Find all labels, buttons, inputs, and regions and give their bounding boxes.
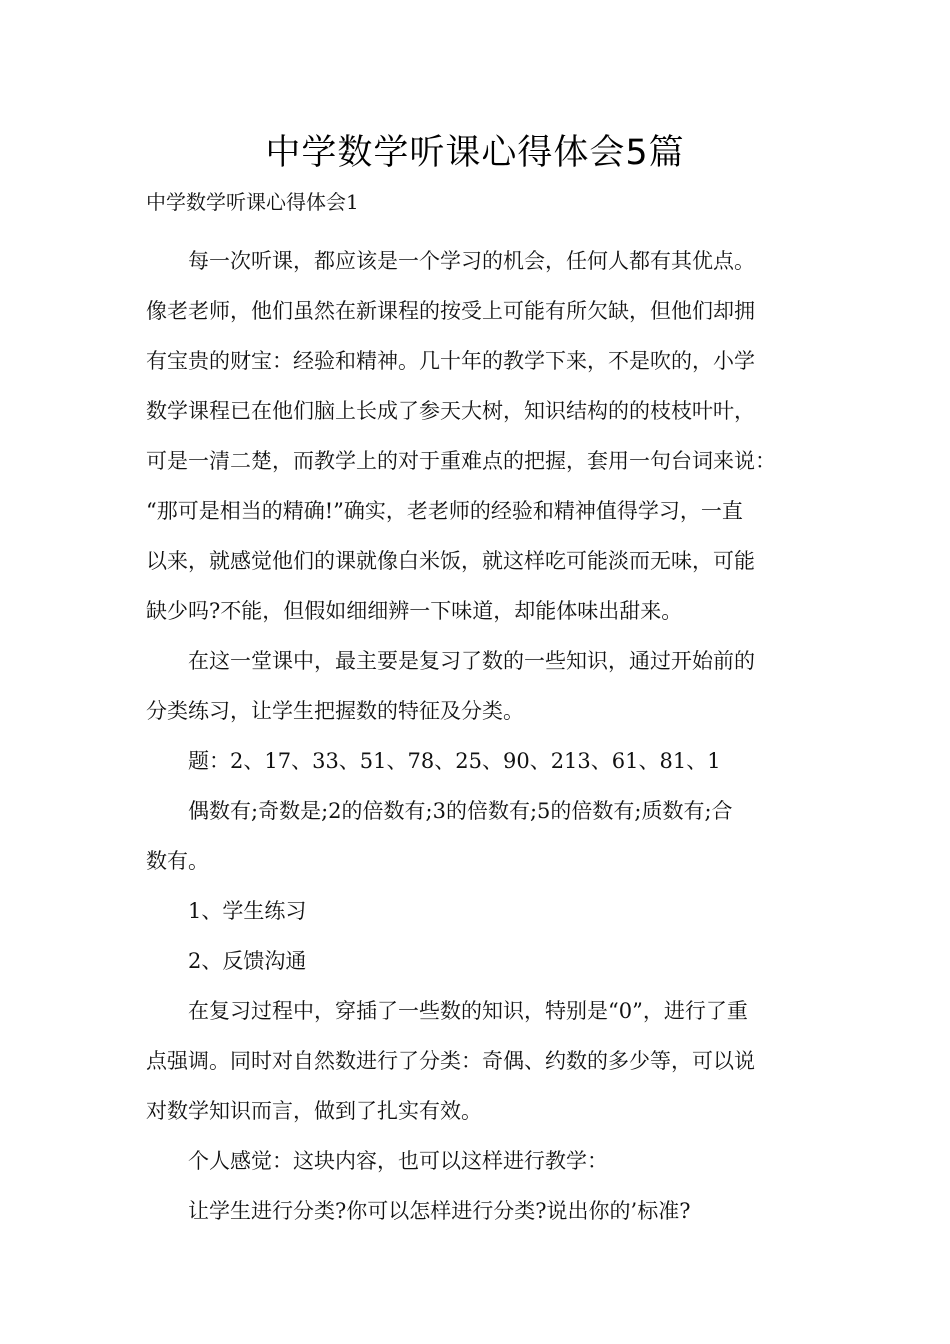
paragraph-line: 对数学知识而言，做到了扎实有效。 bbox=[146, 1099, 482, 1123]
paragraph-line: 像老老师，他们虽然在新课程的按受上可能有所欠缺，但他们却拥 bbox=[146, 299, 755, 323]
paragraph bbox=[146, 1136, 826, 1186]
paragraph-line: 点强调。同时对自然数进行了分类：奇偶、约数的多少等，可以说 bbox=[146, 1049, 755, 1073]
paragraph bbox=[146, 786, 826, 886]
list-item bbox=[146, 886, 826, 936]
paragraph-line: 在复习过程中，穿插了一些数的知识，特别是“0”，进行了重 bbox=[188, 999, 748, 1023]
paragraph-line: 有宝贵的财宝：经验和精神。几十年的教学下来，不是吹的，小学 bbox=[146, 349, 755, 373]
paragraph-line: 题：2、17、33、51、78、25、90、213、61、81、1 bbox=[188, 749, 721, 773]
paragraph bbox=[146, 236, 826, 636]
list-item bbox=[146, 936, 826, 986]
paragraph-line: 以来，就感觉他们的课就像白米饭，就这样吃可能淡而无味，可能 bbox=[146, 549, 755, 573]
paragraph-line: 在这一堂课中，最主要是复习了数的一些知识，通过开始前的 bbox=[188, 649, 755, 673]
paragraph-line: “那可是相当的精确!”确实，老老师的经验和精神值得学习，一直 bbox=[146, 499, 743, 523]
paragraph-line: 让学生进行分类?你可以怎样进行分类?说出你的’标准? bbox=[188, 1199, 691, 1223]
document-body bbox=[146, 236, 826, 1236]
paragraph bbox=[146, 986, 826, 1136]
paragraph-line: 分类练习，让学生把握数的特征及分类。 bbox=[146, 699, 524, 723]
paragraph-line: 数有。 bbox=[146, 849, 209, 873]
paragraph-line: 1、学生练习 bbox=[188, 899, 307, 923]
paragraph-line: 个人感觉：这块内容，也可以这样进行教学： bbox=[188, 1149, 608, 1173]
paragraph-line: 每一次听课，都应该是一个学习的机会，任何人都有其优点。 bbox=[188, 249, 755, 273]
paragraph bbox=[146, 1186, 826, 1236]
paragraph-line: 偶数有;奇数是;2的倍数有;3的倍数有;5的倍数有;质数有;合 bbox=[188, 799, 733, 823]
paragraph-line: 缺少吗?不能，但假如细细辨一下味道，却能体味出甜来。 bbox=[146, 599, 683, 623]
section-heading: 中学数学听课心得体会1 bbox=[146, 190, 359, 214]
document-title: 中学数学听课心得体会5篇 bbox=[265, 133, 685, 173]
paragraph-line: 可是一清二楚，而教学上的对于重难点的把握，套用一句台词来说： bbox=[146, 449, 776, 473]
paragraph bbox=[146, 636, 826, 736]
paragraph-line: 2、反馈沟通 bbox=[188, 949, 307, 973]
paragraph bbox=[146, 736, 826, 786]
paragraph-line: 数学课程已在他们脑上长成了参天大树，知识结构的的枝枝叶叶， bbox=[146, 399, 755, 423]
